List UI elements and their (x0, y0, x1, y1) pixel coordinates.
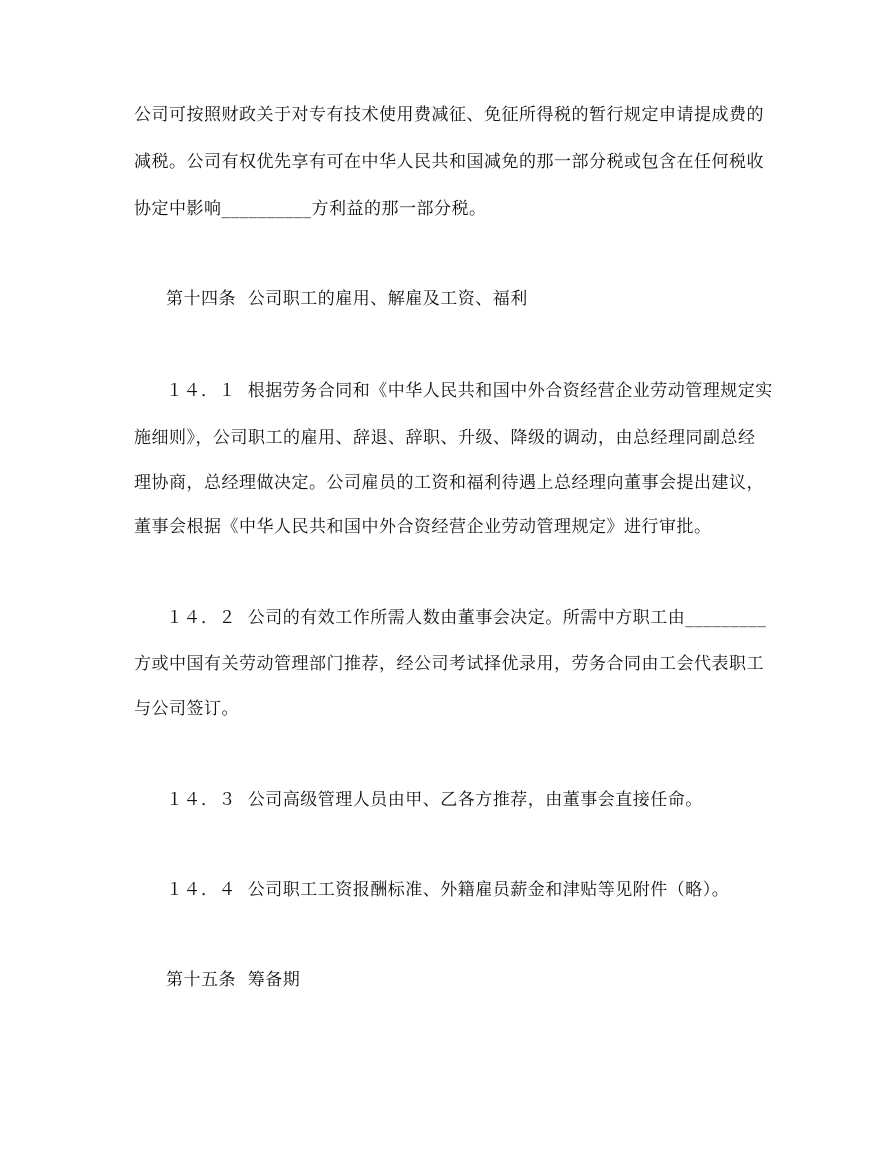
clause-14-1-line-3: 理协商，总经理做决定。公司雇员的工资和福利待遇上总经理向董事会提出建议， (134, 473, 764, 493)
article-14-heading: 第十四条 公司职工的雇用、解雇及工资、福利 (166, 289, 528, 309)
clause-14-2-line-1: １４．２ 公司的有效工作所需人数由董事会决定。所需中方职工由_________ (166, 608, 767, 628)
article-15-heading: 第十五条 筹备期 (166, 970, 301, 990)
paragraph-tax-line-2: 减税。公司有权优先享有可在中华人民共和国减免的那一部分税或包含在任何税收 (134, 152, 764, 172)
clause-14-2-line-2: 方或中国有关劳动管理部门推荐，经公司考试择优录用，劳务合同由工会代表职工 (134, 654, 764, 674)
paragraph-tax-line-1: 公司可按照财政关于对专有技术使用费减征、免征所得税的暂行规定申请提成费的 (134, 105, 764, 125)
paragraph-tax-line-3: 协定中影响__________方利益的那一部分税。 (134, 199, 487, 219)
clause-14-1-line-2: 施细则》，公司职工的雇用、辞退、辞职、升级、降级的调动，由总经理同副总经 (134, 428, 756, 448)
clause-14-1-line-4: 董事会根据《中华人民共和国中外合资经营企业劳动管理规定》进行审批。 (134, 517, 712, 537)
clause-14-1-line-1: １４．１ 根据劳务合同和《中华人民共和国中外合资经营企业劳动管理规定实 (166, 381, 773, 401)
clause-14-2-line-3: 与公司签订。 (134, 699, 239, 719)
clause-14-4: １４．４ 公司职工工资报酬标准、外籍雇员薪金和津贴等见附件（略）。 (166, 880, 730, 900)
clause-14-3: １４．３ 公司高级管理人员由甲、乙各方推荐，由董事会直接任命。 (166, 790, 703, 810)
